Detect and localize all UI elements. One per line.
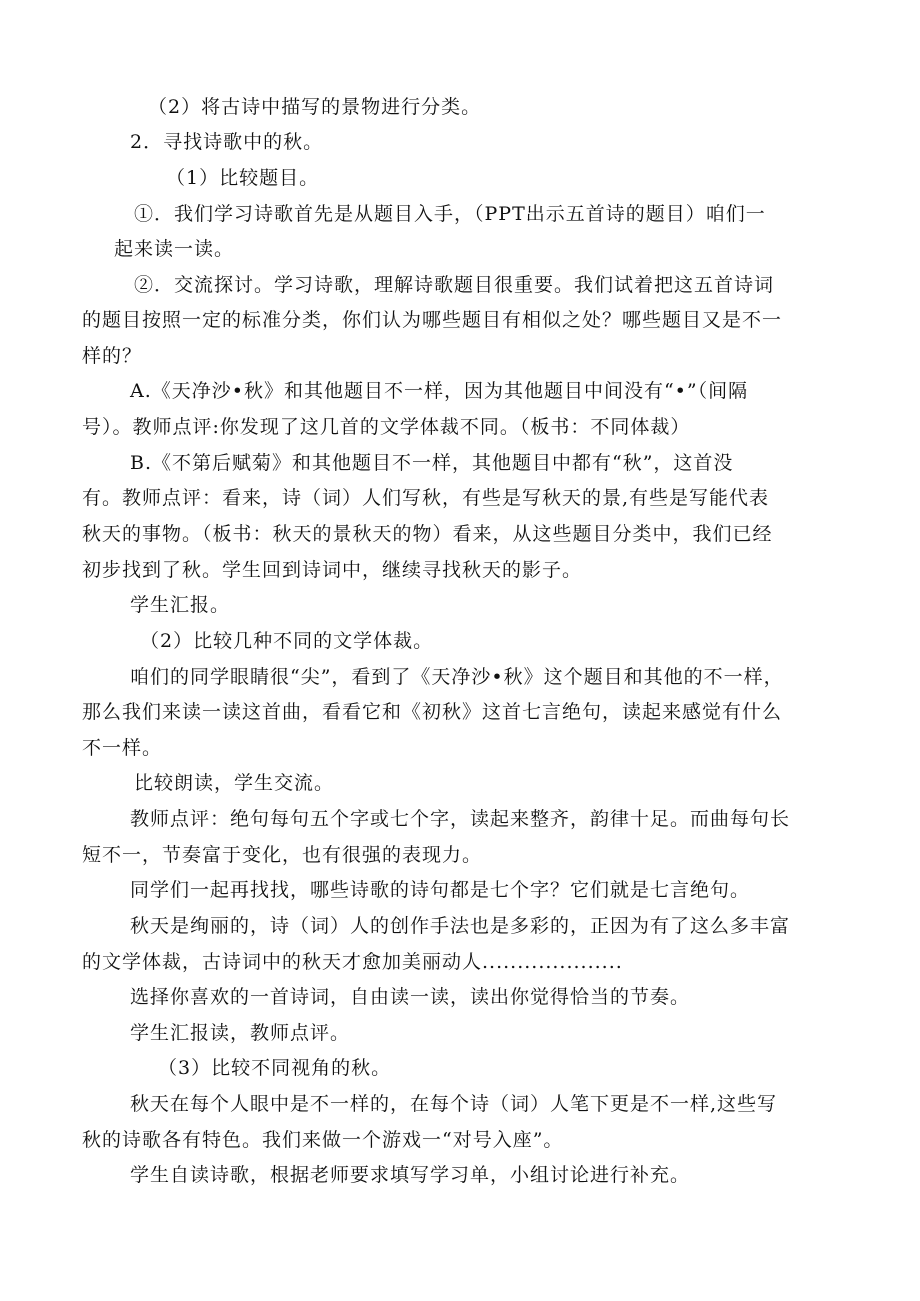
text-line: 秋天在每个人眼中是不一样的，在每个诗（词）人笔下更是不一样,这些写 — [130, 1093, 778, 1115]
text-line: （2）比较几种不同的文学体裁。 — [140, 630, 434, 652]
text-line: 咱们的同学眼睛很“尖”，看到了《天净沙•秋》这个题目和其他的不一样， — [130, 666, 784, 688]
text-line: 秋的诗歌各有特色。我们来做一个游戏一“对号入座”。 — [82, 1129, 564, 1151]
text-line: 初步找到了秋。学生回到诗词中，继续寻找秋天的影子。 — [82, 559, 583, 581]
text-line: （2）将古诗中描写的景物进行分类。 — [148, 96, 482, 118]
text-line: 有。教师点评：看来，诗（词）人们写秋，有些是写秋天的景,有些是写能代表 — [82, 487, 770, 509]
text-line: 不一样。 — [82, 737, 163, 759]
text-line: （3）比较不同视角的秋。 — [158, 1057, 392, 1079]
text-line: 号）。教师点评:你发现了这几首的文学体裁不同。（板书：不同体裁） — [82, 416, 691, 438]
text-line: 那么我们来读一读这首曲，看看它和《初秋》这首七言绝句，读起来感觉有什么 — [82, 701, 783, 723]
text-line: 学生自读诗歌，根据老师要求填写学习单，小组讨论进行补充。 — [130, 1164, 691, 1186]
text-line: 学生汇报读，教师点评。 — [130, 1022, 351, 1044]
text-line: 的题目按照一定的标准分类，你们认为哪些题目有相似之处？哪些题目又是不一 — [82, 309, 783, 331]
text-line: 学生汇报。 — [130, 594, 231, 616]
text-line: ①．我们学习诗歌首先是从题目入手，（PPT出示五首诗的题目）咱们一 — [134, 203, 766, 225]
text-line: 秋天的事物。（板书：秋天的景秋天的物）看来，从这些题目分类中，我们已经 — [82, 523, 773, 545]
text-line: 短不一，节奏富于变化，也有很强的表现力。 — [82, 844, 483, 866]
text-line: ②．交流探讨。学习诗歌，理解诗歌题目很重要。我们试着把这五首诗词 — [134, 274, 775, 296]
text-line: 起来读一读。 — [114, 238, 235, 260]
text-line: （1）比较题目。 — [166, 167, 320, 189]
text-line: 的文学体裁，古诗词中的秋天才愈加美丽动人.................... — [82, 951, 623, 973]
text-line: A.《天净沙•秋》和其他题目不一样，因为其他题目中间没有“•”（间隔 — [130, 380, 749, 402]
text-line: 比较朗读，学生交流。 — [134, 772, 335, 794]
text-line: 教师点评：绝句每句五个字或七个字，读起来整齐，韵律十足。而曲每句长 — [130, 808, 791, 830]
text-line: 2．寻找诗歌中的秋。 — [130, 131, 324, 153]
text-line: 秋天是绚丽的，诗（词）人的创作手法也是多彩的，正因为有了这么多丰富 — [130, 915, 791, 937]
text-line: 同学们一起再找找，哪些诗歌的诗句都是七个字？它们就是七言绝句。 — [130, 879, 751, 901]
text-line: 选择你喜欢的一首诗词，自由读一读，读出你觉得恰当的节奏。 — [130, 986, 691, 1008]
text-line: B.《不第后赋菊》和其他题目不一样，其他题目中都有“秋”，这首没 — [130, 452, 734, 474]
text-line: 样的？ — [82, 345, 143, 367]
